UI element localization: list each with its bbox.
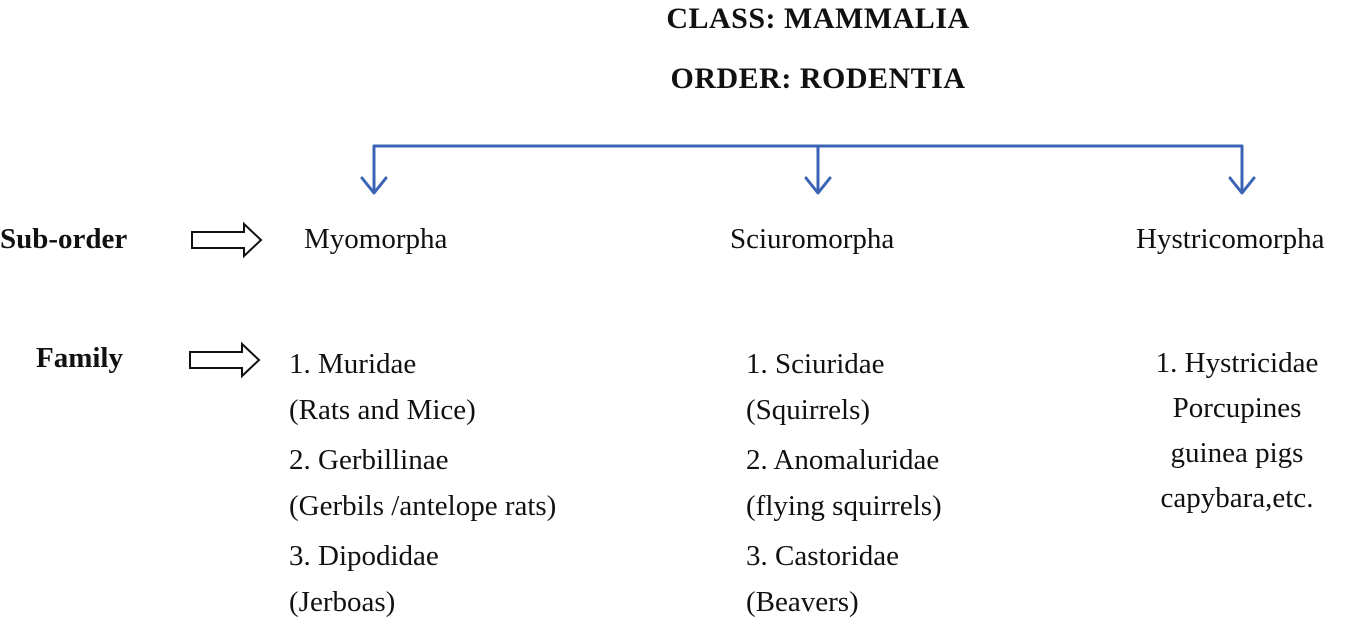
family-item: [289, 533, 556, 617]
suborder-row-label: Sub-order: [0, 223, 128, 255]
family-example: capybara,etc.: [1160, 482, 1314, 514]
family-common-name: (Jerboas): [289, 586, 396, 617]
family-list-sciuromorpha: [746, 341, 942, 617]
family-item: [1137, 341, 1337, 521]
family-common-name: (flying squirrels): [746, 490, 942, 522]
family-list-myomorpha: [289, 341, 556, 617]
suborder-sciuromorpha: Sciuromorpha: [730, 223, 895, 255]
family-item: [746, 341, 942, 433]
family-name: 2. Gerbillinae: [289, 444, 449, 476]
family-common-name: (Gerbils /antelope rats): [289, 490, 557, 522]
family-common-name: (Squirrels): [746, 394, 871, 426]
branch-connector: [362, 146, 1254, 193]
family-name: 2. Anomaluridae: [746, 444, 940, 476]
family-name: 3. Dipodidae: [289, 540, 439, 572]
suborder-arrow-icon: [192, 224, 261, 256]
family-item: [746, 437, 942, 529]
family-name: 3. Castoridae: [746, 540, 900, 572]
family-common-name: Porcupines: [1172, 392, 1302, 424]
suborder-myomorpha: Myomorpha: [304, 223, 448, 255]
family-item: [746, 533, 942, 617]
row-arrows: [190, 224, 261, 376]
family-example: guinea pigs: [1170, 437, 1304, 469]
family-common-name: (Beavers): [746, 586, 859, 617]
connector-bar: [374, 146, 1242, 192]
order-title: ORDER: RODENTIA: [670, 62, 966, 95]
family-common-name: (Rats and Mice): [289, 394, 476, 426]
family-name: 1. Sciuridae: [746, 348, 885, 380]
family-row-label: Family: [36, 342, 123, 374]
suborder-hystricomorpha: Hystricomorpha: [1136, 223, 1325, 255]
family-list-hystricomorpha: [1137, 341, 1337, 521]
family-name: 1. Muridae: [289, 348, 417, 380]
family-name: 1. Hystricidae: [1155, 347, 1319, 379]
family-arrow-icon: [190, 344, 259, 376]
class-title: CLASS: MAMMALIA: [666, 2, 970, 35]
family-item: [289, 341, 556, 433]
family-item: [289, 437, 556, 529]
